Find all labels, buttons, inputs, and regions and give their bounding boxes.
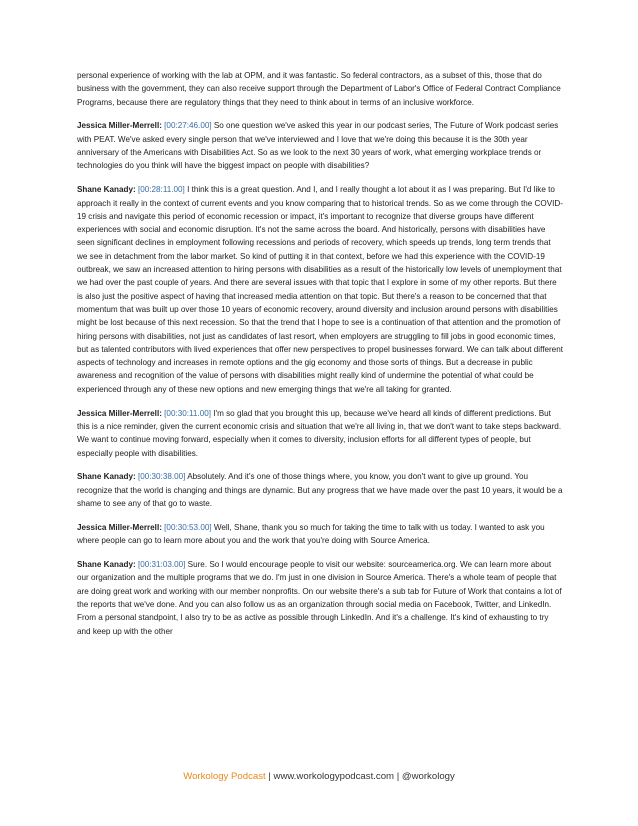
timestamp: [00:30:53.00] xyxy=(164,522,212,532)
footer-website: www.workologypodcast.com xyxy=(273,771,395,782)
speaker-name: Shane Kanady: xyxy=(77,560,136,570)
paragraph-text: I think this is a great question. And I, and I really thought a lot about it as I was preparing. But I'd like to approach it really in the context of current events and you know comparing that to historical trends. So as we come through the COVID-19 crisis and navigate this period of economic recession or impact, it's important to recognize that diverse groups have different experiences with social and economic disruption. It's not the same across the board. And historically, persons with disabilities have seen significant declines in employment following recessions and periods of recovery, which speeds up trends, long term trends that we see in detachment from the labor market. So kind of putting it in that context, before we had this experience with the COVID-19 outbreak, we saw an increased attention to hiring persons with disabilities as a result of the historically low levels of unemployment that we had over the past couple of years. And there are several issues with that topic that I explore in some of my other reports. But there is also just the positive aspect of having that increased media attention on that topic. But there's a reason to be concerned that that momentum that was built up over those 10 years of economic recovery, around diversity and inclusion around persons with disabilities might be lost because of this next recession. So that the trend that I hope to see is a continuation of that attention and the promotion of hiring persons with disabilities, not just as candidates of last resort, when employers are struggling to fill jobs in good economic times, but as talented contributors with lived experiences that offer new perspectives to propel businesses forward. We can talk about different aspects of technology and increases in remote options and the gig economy and those sorts of things. But a decrease in public awareness and recognition of the value of persons with disabilities might really kind of undermine the potential of what could be experienced through any of these new options and new emerging things that we're all taking for granted. xyxy=(77,185,563,394)
transcript-paragraph xyxy=(77,470,563,510)
paragraph-text: personal experience of working with the lab at OPM, and it was fantastic. So federal contractors, as a subset of this, those that do business with the government, they can also receive support through the Department of Labor's Office of Federal Contract Compliance Programs, because there are regulatory things that they need to think about in terms of an inclusive workforce. xyxy=(77,71,561,107)
timestamp: [00:28:11.00] xyxy=(137,185,185,195)
transcript-paragraph xyxy=(77,521,563,548)
footer-brand: Workology Podcast xyxy=(183,771,266,782)
speaker-name: Shane Kanady: xyxy=(77,472,136,482)
timestamp: [00:31:03.00] xyxy=(137,560,186,570)
transcript-paragraph xyxy=(77,558,563,638)
page-footer xyxy=(0,771,638,782)
footer-separator: | xyxy=(265,771,274,782)
footer-handle: @workology xyxy=(401,771,455,782)
paragraph-text: So one question we've asked this year in our podcast series, The Future of Work podcast series with PEAT. We've asked every single person that we've interviewed and I love that we're doing this because it is the 30th year anniversary of the Americans with Disabilities Act. So as we look to the next 30 years of work, what emerging workplace trends or technologies do you think will have the biggest impact on people with disabilities? xyxy=(77,121,559,171)
transcript-paragraph xyxy=(77,407,563,460)
footer-separator: | xyxy=(394,771,402,782)
transcript-body xyxy=(77,69,563,648)
speaker-name: Jessica Miller-Merrell: xyxy=(77,121,162,131)
transcript-paragraph xyxy=(77,69,563,109)
paragraph-text: Absolutely. And it's one of those things where, you know, you don't want to give up ground. You recognize that the world is changing and things are dynamic. But any progress that we have made over the past 10 years, it would be a shame to see any of that go to waste. xyxy=(77,472,563,508)
paragraph-text: Well, Shane, thank you so much for taking the time to talk with us today. I wanted to ask you where people can go to learn more about you and the work that you're doing with Source America. xyxy=(77,522,545,546)
timestamp: [00:30:11.00] xyxy=(164,408,212,418)
paragraph-text: I'm so glad that you brought this up, because we've heard all kinds of different predictions. But this is a nice reminder, given the current economic crisis and situation that we're all living in, that we don't want to take steps backward. We want to continue moving forward, especially when it comes to diversity, inclusion efforts for all different types of people, but especially people with disabilities. xyxy=(77,408,562,458)
paragraph-text: Sure. So I would encourage people to visit our website: sourceamerica.org. We can learn more about our organization and the multiple programs that we do. I'm just in one division in Source America. There's a whole team of people that are doing great work and working with our member nonprofits. On our website there's a sub tab for Future of Work that contains a lot of the reports that we've done. And you can also follow us as an organization through social media on Facebook, Twitter, and LinkedIn. From a personal standpoint, I also try to be as active as possible through LinkedIn. And it's a challenge. It's kind of exhausting to try and keep up with the other xyxy=(77,560,562,636)
speaker-name: Jessica Miller-Merrell: xyxy=(77,522,162,532)
timestamp: [00:27:46.00] xyxy=(164,121,212,131)
transcript-paragraph xyxy=(77,119,563,172)
timestamp: [00:30:38.00] xyxy=(137,472,186,482)
transcript-paragraph xyxy=(77,183,563,396)
speaker-name: Jessica Miller-Merrell: xyxy=(77,408,162,418)
speaker-name: Shane Kanady: xyxy=(77,185,136,195)
